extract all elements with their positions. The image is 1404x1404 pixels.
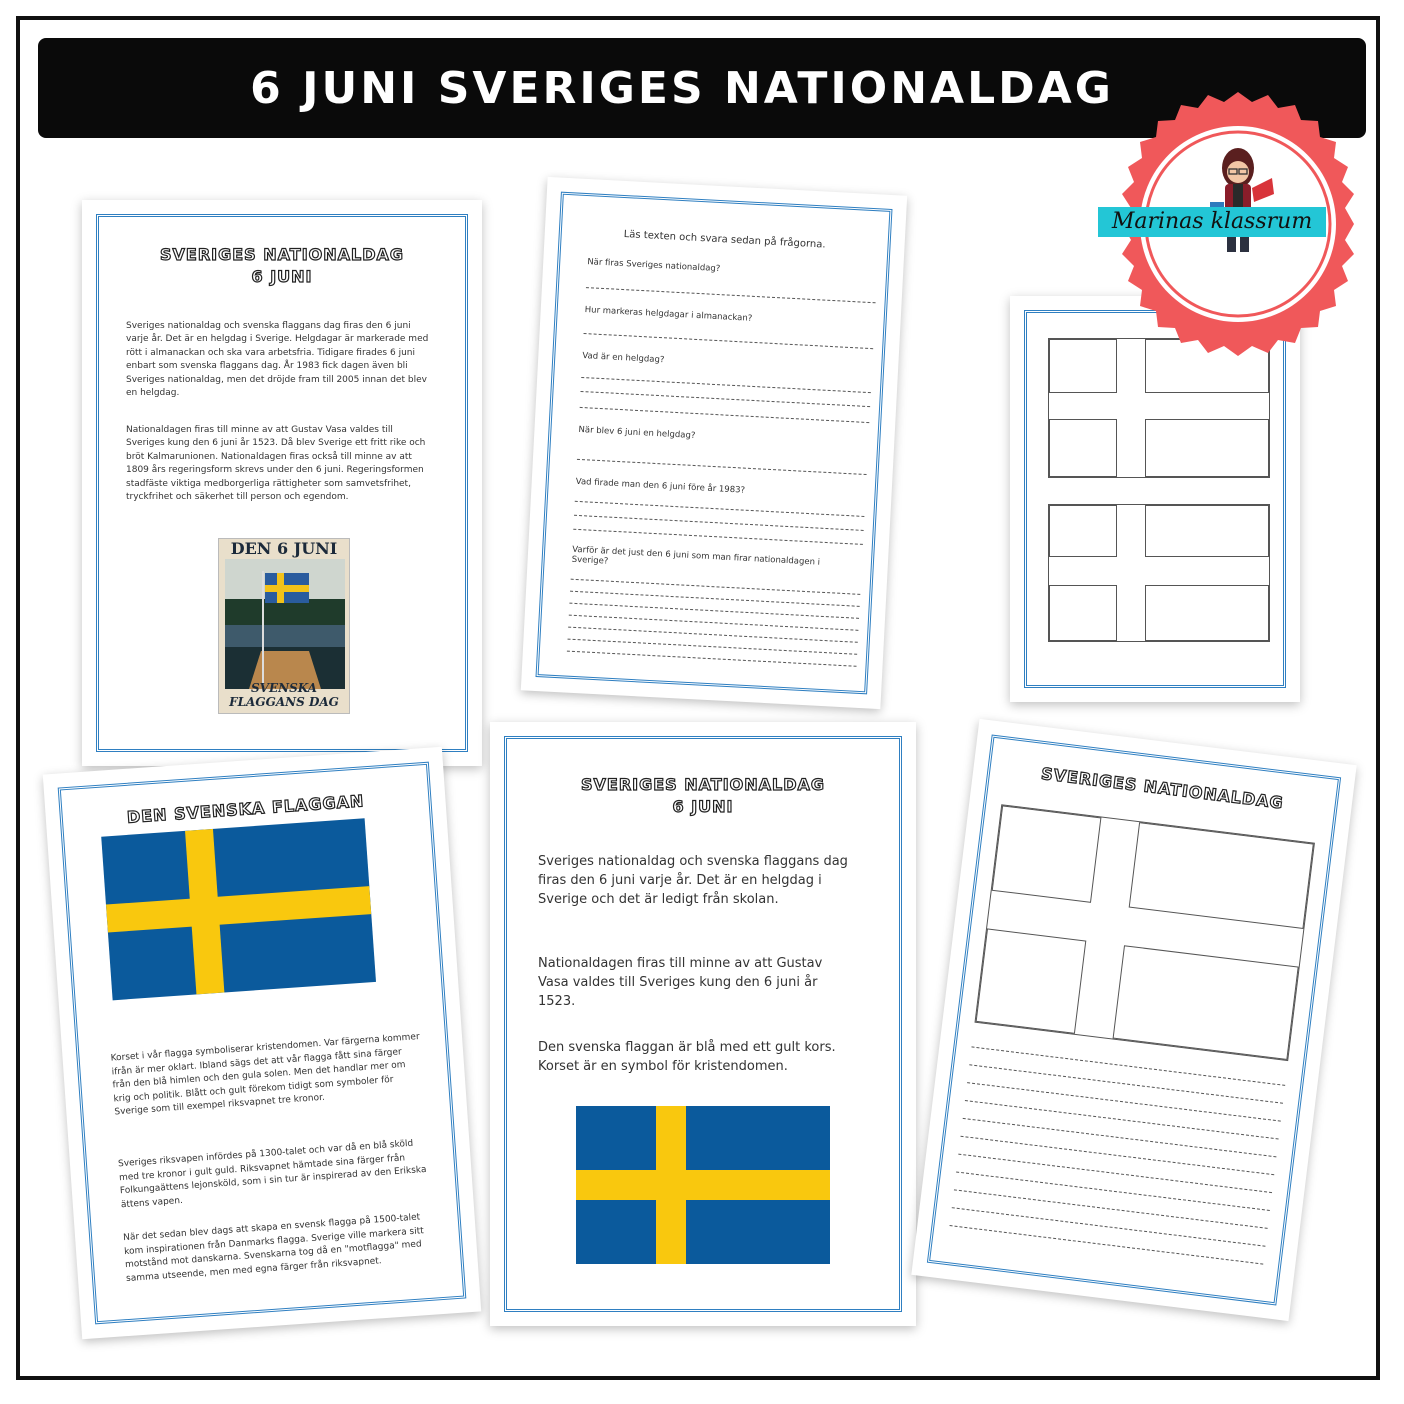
page-text-poster [82, 200, 482, 766]
poster-image [218, 538, 350, 714]
flag-quadrant [1145, 419, 1269, 477]
page-title: SVERIGES NATIONALDAG [1040, 763, 1285, 813]
swedish-flag [101, 818, 376, 1000]
flag-quadrant [976, 928, 1087, 1033]
flag-outline [1048, 504, 1270, 642]
page-title-line1: SVERIGES NATIONALDAG [580, 775, 826, 794]
question: Vad är en helgdag? [582, 350, 665, 366]
flag-quadrant [992, 805, 1102, 903]
poster-bottom-text: SVENSKA FLAGGANS DAG [229, 681, 339, 709]
page-title-line2: 6 JUNI [672, 797, 734, 817]
instruction-text: Läs texten och svara sedan på frågorna. [623, 228, 826, 251]
page-simple-text [490, 722, 916, 1326]
flag-quadrant [1049, 419, 1117, 477]
page-title: DEN SVENSKA FLAGGAN [126, 791, 365, 827]
page-title-line2: 6 JUNI [251, 267, 313, 287]
paragraph: När det sedan blev dags att skapa en svensk flagga på 1500-talet kom inspirationen från Danmarks flagga. Sverige ville markera sitt motstånd mot danskarna. Svenskarna tog då en "motflagga" med samma utseende, men med egna färger från riksvapnet. [122, 1212, 425, 1284]
question: Hur markeras helgdagar i almanackan? [584, 305, 753, 324]
page-title-line1: SVERIGES NATIONALDAG [159, 245, 405, 264]
paragraph: Nationaldagen firas till minne av att Gustav Vasa valdes till Sveriges kung den 6 juni år 1523. [538, 956, 823, 1009]
paragraph: Korset i vår flagga symboliserar kristendomen. Var färgerna kommer ifrån är mer oklart. Ibland sägs det att vår flagga fått sina färger från den blå himlen och den gula solen. Men det handlar mer om krig och politik. Blått och gult förekom tidigt som symboler för Sverige som till exempel riksvapnet tre kronor. [110, 1032, 420, 1118]
question: När firas Sveriges nationaldag? [587, 257, 721, 275]
header-title: 6 JUNI SVERIGES NATIONALDAG [250, 62, 1114, 114]
page-swedish-flag [43, 747, 482, 1340]
flag-quadrant [1049, 585, 1117, 641]
paragraph: Sveriges nationaldag och svenska flaggans dag firas den 6 juni varje år. Det är en helgdag i Sverige och det är ledigt från skolan. [538, 854, 848, 907]
page-title [520, 774, 886, 819]
question: När blev 6 juni en helgdag? [578, 424, 696, 442]
paragraph: Den svenska flaggan är blå med ett gult kors. Korset är en symbol för kristendomen. [538, 1040, 836, 1074]
flag-cross-horizontal [106, 886, 371, 932]
page-questions [521, 177, 907, 709]
flag-quadrant [1113, 945, 1299, 1060]
logo-label: Marinas klassrum [1098, 207, 1326, 237]
flag-cross-horizontal [576, 1170, 830, 1200]
flag-quadrant [1049, 505, 1117, 557]
flag-outline [974, 804, 1314, 1061]
flag-quadrant [1145, 585, 1269, 641]
flag-quadrant [1145, 505, 1269, 557]
page-coloring-writing [911, 719, 1356, 1321]
paragraph: Sveriges nationaldag och svenska flaggans dag firas den 6 juni varje år. Det är en helgdag i Sverige. Helgdagar är markerade med rött i almanackan och ska vara arbetsfria. Tidigare firades 6 juni enbart som svenska flaggans dag. År 1983 fick dagen även bli Sveriges nationaldag, men det dröjde fram till 2005 innan det blev en helgdag. [126, 321, 429, 399]
flag-outline [1048, 338, 1270, 478]
swedish-flag [576, 1106, 830, 1264]
page-title [112, 244, 452, 289]
poster-top-text: DEN 6 JUNI [230, 539, 338, 558]
paragraph: Nationaldagen firas till minne av att Gustav Vasa valdes till Sveriges kung den 6 juni år 1523. Då blev Sverige ett fritt rike och bröt Kalmarunionen. Nationaldagen firas också till minne av att 1809 års regeringsform skrevs under den 6 juni. Regeringsformen stadfäste viktiga medborgerliga rättigheter som samvetsfrihet, tryckfrihet och säkerhet till person och egendom. [126, 425, 426, 503]
question: Varför är det just den 6 juni som man firar nationaldagen i Sverige? [571, 544, 821, 568]
paragraph: Sveriges riksvapen infördes på 1300-talet och var då en blå sköld med tre kronor i gult guld. Riksvapnet hämtade sina färger från Folkungaättens lejonsköld, som i sin tur är inspirerad av den Erikska ättens vapen. [117, 1138, 427, 1211]
question: Vad firade man den 6 juni före år 1983? [575, 476, 746, 496]
